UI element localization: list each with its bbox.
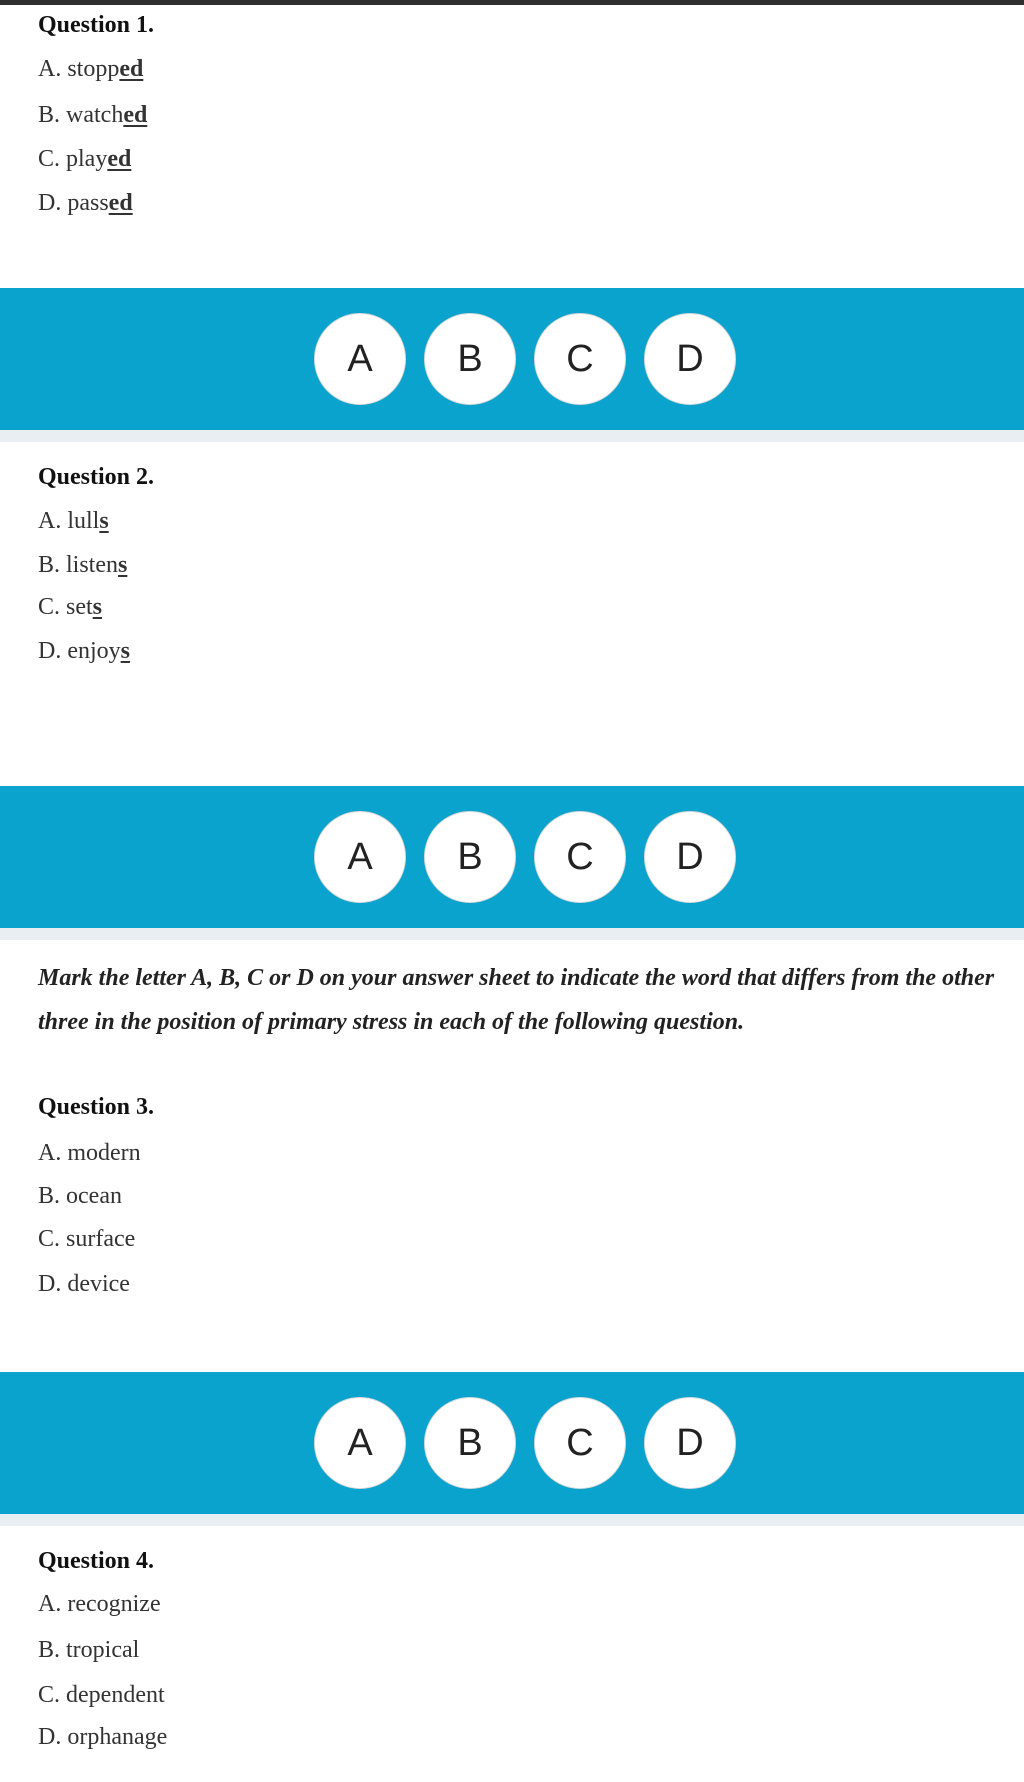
option-highlight: ed	[108, 190, 133, 216]
option-text: B. watch	[38, 102, 124, 128]
answer-button-a[interactable]: A	[314, 313, 406, 405]
q1-option-d[interactable]	[38, 190, 133, 217]
answer-button-b[interactable]: B	[424, 313, 516, 405]
option-text: A. lull	[38, 508, 100, 534]
answer-button-a[interactable]: A	[314, 811, 406, 903]
question-3-title: Question 3.	[38, 1094, 155, 1120]
answer-button-d[interactable]: D	[644, 313, 736, 405]
option-highlight: s	[99, 508, 109, 534]
answer-button-b[interactable]: B	[424, 1397, 516, 1489]
answer-band-q1	[0, 288, 1024, 430]
q3-option-d[interactable]: D. device	[38, 1271, 130, 1297]
q1-option-a[interactable]	[38, 56, 143, 83]
q2-option-c[interactable]	[38, 594, 102, 621]
answer-buttons	[314, 1397, 736, 1489]
section-separator	[0, 430, 1024, 442]
q3-option-a[interactable]: A. modern	[38, 1140, 141, 1166]
answer-button-b[interactable]: B	[424, 811, 516, 903]
option-text: C. set	[38, 594, 93, 620]
q4-option-c[interactable]: C. dependent	[38, 1682, 165, 1708]
question-1-title: Question 1.	[38, 12, 155, 38]
option-text: A. stopp	[38, 56, 120, 82]
q4-option-b[interactable]: B. tropical	[38, 1637, 140, 1663]
option-highlight: ed	[119, 56, 144, 82]
answer-button-c[interactable]: C	[534, 1397, 626, 1489]
option-text: D. pass	[38, 190, 109, 216]
q4-option-d[interactable]: D. orphanage	[38, 1724, 168, 1750]
instruction-text: Mark the letter A, B, C or D on your answer sheet to indicate the word that differs from the other three in the position of primary stress in each of the following question.	[38, 965, 995, 1035]
answer-button-d[interactable]: D	[644, 811, 736, 903]
option-text: D. enjoy	[38, 638, 121, 664]
option-highlight: s	[118, 552, 128, 578]
q2-option-d[interactable]	[38, 638, 130, 665]
q3-option-b[interactable]: B. ocean	[38, 1183, 122, 1209]
question-2-title: Question 2.	[38, 464, 155, 490]
answer-button-a[interactable]: A	[314, 1397, 406, 1489]
section-separator	[0, 928, 1024, 940]
q2-option-a[interactable]	[38, 508, 109, 535]
option-text: B. listen	[38, 552, 119, 578]
q2-option-b[interactable]	[38, 552, 127, 579]
question-4-title: Question 4.	[38, 1548, 155, 1574]
option-highlight: s	[92, 594, 103, 620]
option-highlight: s	[120, 638, 130, 664]
option-highlight: ed	[107, 146, 132, 172]
option-text: C. play	[38, 146, 108, 172]
answer-button-c[interactable]: C	[534, 313, 626, 405]
q1-option-c[interactable]	[38, 146, 131, 173]
answer-buttons	[314, 313, 736, 405]
answer-band-q2	[0, 786, 1024, 928]
answer-button-c[interactable]: C	[534, 811, 626, 903]
answer-band-q3	[0, 1372, 1024, 1514]
section-separator	[0, 1514, 1024, 1526]
option-highlight: ed	[123, 102, 148, 128]
answer-buttons	[314, 811, 736, 903]
answer-button-d[interactable]: D	[644, 1397, 736, 1489]
q3-option-c[interactable]: C. surface	[38, 1226, 136, 1252]
q1-option-b[interactable]	[38, 102, 147, 129]
q4-option-a[interactable]: A. recognize	[38, 1591, 161, 1617]
top-bar	[0, 0, 1024, 5]
